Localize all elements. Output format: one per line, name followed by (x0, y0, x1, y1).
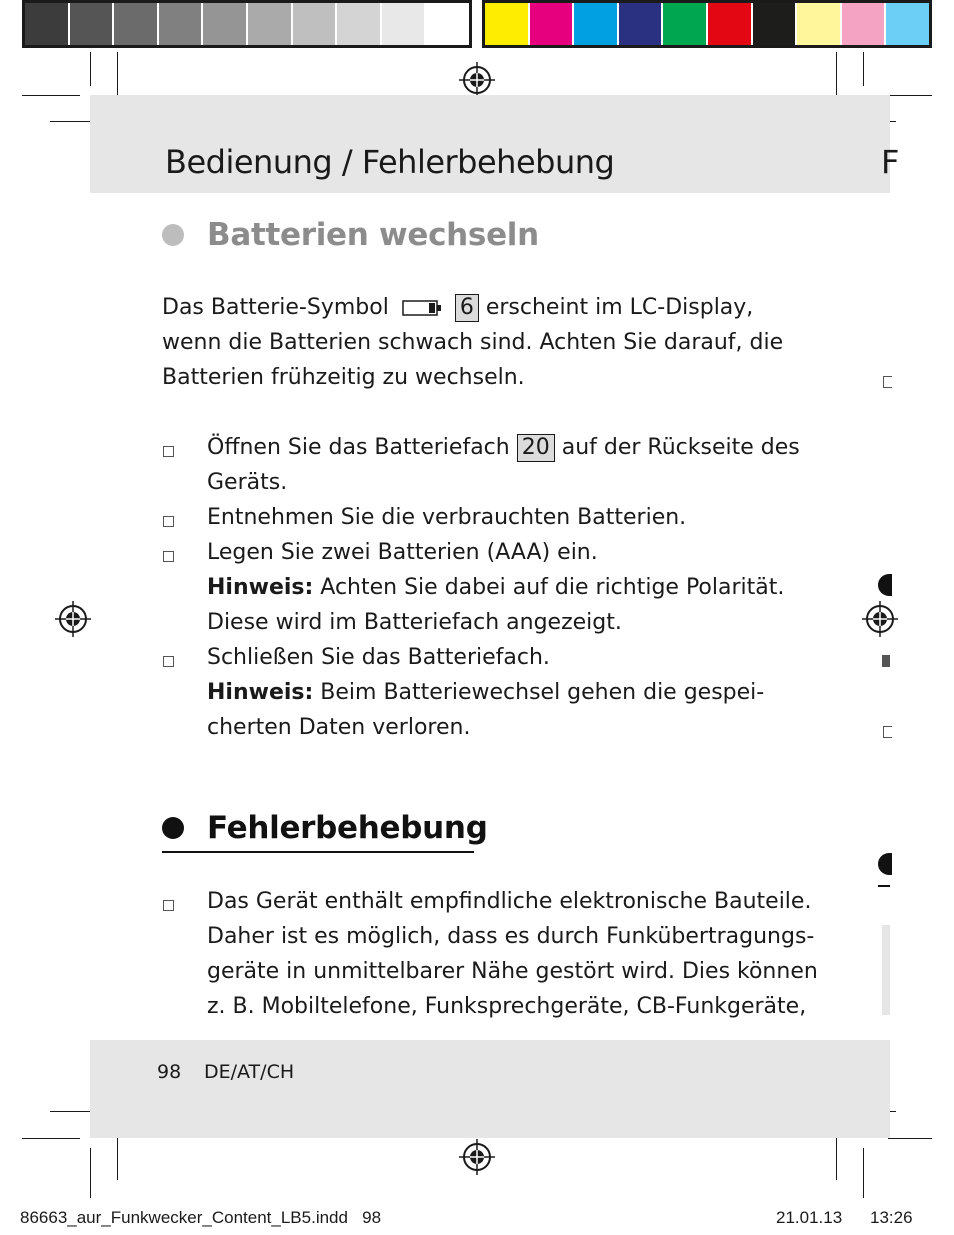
registration-mark-icon (55, 601, 91, 637)
color-swatch (842, 3, 887, 45)
color-calibration-bar (482, 0, 932, 48)
checkbox-bullet-icon (163, 551, 174, 562)
gray-swatch (159, 3, 204, 45)
next-page-checkbox-fragment (883, 726, 892, 738)
section-heading-troubleshooting (162, 810, 488, 846)
gray-swatch (293, 3, 338, 45)
color-swatch (797, 3, 842, 45)
crop-mark (888, 95, 932, 96)
step-close-note (207, 675, 764, 710)
gray-swatch (337, 3, 382, 45)
page-number: 98 (157, 1061, 182, 1083)
next-page-underline-fragment (878, 885, 890, 887)
battery-icon (402, 299, 442, 317)
reference-number-badge: 6 (455, 294, 479, 322)
intro-text: Das Batterie-Symbol (162, 295, 389, 320)
gray-swatch (382, 3, 427, 45)
gray-swatch (70, 3, 115, 45)
reference-number-badge: 20 (517, 434, 555, 462)
slug-filename: 86663_aur_Funkwecker_Content_LB5.indd 98 (20, 1208, 382, 1227)
step-open-compartment-line2: Geräts. (207, 470, 288, 495)
step-insert-note-line2: Diese wird im Batteriefach angezeigt. (207, 610, 622, 635)
troubleshooting-item-line4: z. B. Mobiltelefone, Funksprechgeräte, CB-Funkgeräte, (207, 994, 807, 1019)
battery-intro-line2: wenn die Batterien schwach sind. Achten Sie darauf, die (162, 330, 784, 355)
section-title: Fehlerbehebung (207, 810, 488, 846)
color-swatch (619, 3, 664, 45)
troubleshooting-item-line2: Daher ist es möglich, dass es durch Funkübertragungs- (207, 924, 815, 949)
step-remove-batteries: Entnehmen Sie die verbrauchten Batterien. (207, 505, 687, 530)
color-swatch (663, 3, 708, 45)
next-page-bullet-fragment (878, 853, 892, 875)
section-title: Batterien wechseln (207, 217, 539, 253)
section-bullet-icon (162, 817, 184, 839)
footer-band (90, 1040, 890, 1138)
troubleshooting-item-line1: Das Gerät enthält empfindliche elektronische Bauteile. (207, 889, 812, 914)
color-swatch (574, 3, 619, 45)
gray-swatch (426, 3, 469, 45)
crop-mark (863, 52, 864, 86)
checkbox-bullet-icon (163, 656, 174, 667)
gray-swatch (248, 3, 293, 45)
color-swatch (708, 3, 753, 45)
crop-mark (22, 95, 80, 96)
page-title: Bedienung / Fehlerbehebung (165, 143, 615, 181)
next-page-title-fragment: F (881, 143, 900, 181)
note-text: Achten Sie dabei auf die richtige Polarität. (320, 575, 785, 600)
color-swatch (485, 3, 530, 45)
color-swatch (530, 3, 575, 45)
step-text: Öffnen Sie das Batteriefach (207, 435, 510, 460)
step-close-note-line2: cherten Daten verloren. (207, 715, 471, 740)
language-label: DE/AT/CH (204, 1061, 295, 1083)
crop-mark (22, 1138, 80, 1139)
note-label: Hinweis: (207, 575, 314, 600)
step-text: auf der Rückseite des (561, 435, 800, 460)
checkbox-bullet-icon (163, 900, 174, 911)
crop-mark (50, 121, 90, 122)
crop-mark (90, 52, 91, 86)
checkbox-bullet-icon (163, 516, 174, 527)
gray-swatch (114, 3, 159, 45)
step-insert-note (207, 570, 784, 605)
color-swatch (753, 3, 798, 45)
grayscale-calibration-bar (22, 0, 472, 48)
troubleshooting-item-line3: geräte in unmittelbarer Nähe gestört wird. Dies können (207, 959, 818, 984)
crop-mark (888, 1138, 932, 1139)
note-text: Beim Batteriewechsel gehen die gespei- (320, 680, 765, 705)
crop-mark (90, 1148, 91, 1198)
registration-mark-icon (459, 1139, 495, 1175)
section-underline (162, 851, 474, 853)
intro-text: erscheint im LC-Display, (485, 295, 754, 320)
gray-swatch (25, 3, 70, 45)
gray-swatch (203, 3, 248, 45)
next-page-mark-fragment (882, 655, 890, 667)
section-heading-battery (162, 217, 539, 253)
color-swatch (886, 3, 929, 45)
slug-date: 21.01.13 (776, 1208, 843, 1227)
checkbox-bullet-icon (163, 446, 174, 457)
battery-intro-line1 (162, 290, 753, 325)
registration-mark-icon (459, 62, 495, 98)
crop-mark (50, 1111, 90, 1112)
crop-mark (863, 1148, 864, 1198)
next-page-bullet-fragment (878, 574, 892, 596)
next-page-checkbox-fragment (883, 376, 892, 388)
section-bullet-icon (162, 224, 184, 246)
step-insert-batteries: Legen Sie zwei Batterien (AAA) ein. (207, 540, 598, 565)
step-close-compartment: Schließen Sie das Batteriefach. (207, 645, 550, 670)
battery-intro-line3: Batterien frühzeitig zu wechseln. (162, 365, 525, 390)
step-open-compartment (207, 430, 800, 465)
slug-time: 13:26 (870, 1208, 913, 1227)
next-page-box-fragment (882, 925, 890, 1015)
registration-mark-icon (862, 601, 898, 637)
note-label: Hinweis: (207, 680, 314, 705)
